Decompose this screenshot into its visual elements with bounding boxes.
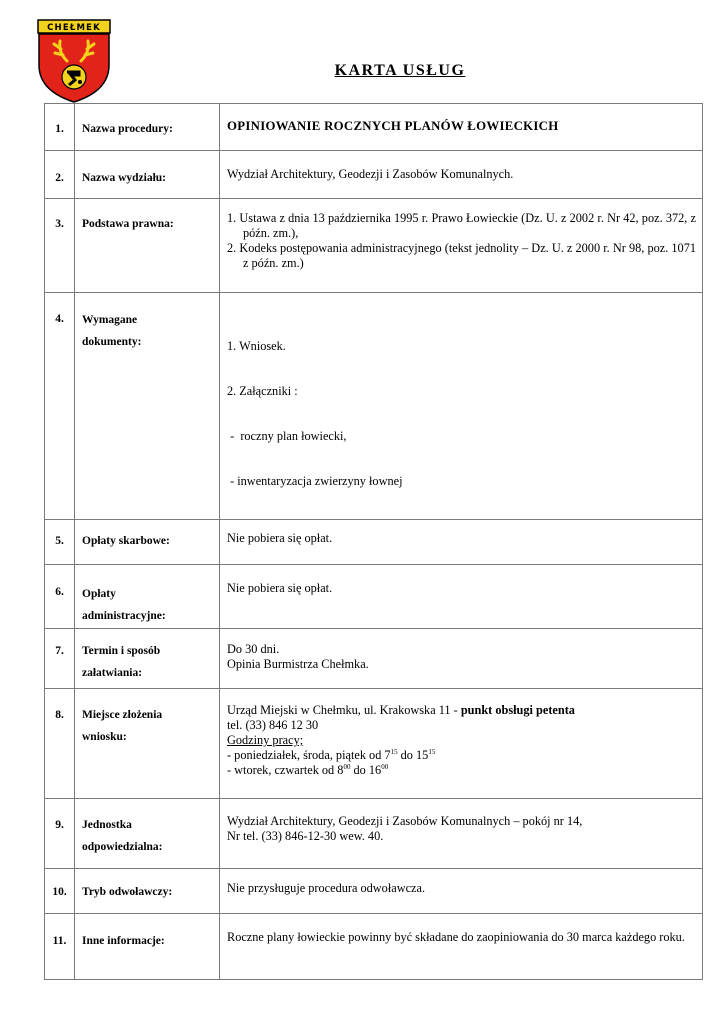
row-number: 8.: [45, 689, 75, 799]
row-number: 1.: [45, 104, 75, 151]
row-value: [220, 689, 703, 799]
legal-basis-item: 1. Ustawa z dnia 13 października 1995 r. Prawo Łowieckie (Dz. U. z 2002 r. Nr 42, poz. 372, z późn. zm.),: [227, 211, 696, 240]
table-row: [45, 199, 703, 293]
row-value: Nie pobiera się opłat.: [220, 520, 703, 565]
table-row: [45, 914, 703, 980]
row-number: 6.: [45, 565, 75, 629]
row-number: 11.: [45, 914, 75, 980]
office-address: Urząd Miejski w Chełmku, ul. Krakowska 11 - punkt obsługi petenta: [227, 703, 575, 717]
table-row: [45, 104, 703, 151]
office-hours-title: Godziny pracy;: [227, 733, 304, 747]
row-label: Tryb odwoławczy:: [75, 869, 220, 914]
row-value: [220, 293, 703, 520]
row-label: Opłaty skarbowe:: [75, 520, 220, 565]
row-value: [220, 199, 703, 293]
row-label: Opłaty administracyjne:: [75, 565, 220, 629]
row-label: Nazwa wydziału:: [75, 151, 220, 199]
row-number: 4.: [45, 293, 75, 520]
row-value: Wydział Architektury, Geodezji i Zasobów Komunalnych.: [220, 151, 703, 199]
row-label: Inne informacje:: [75, 914, 220, 980]
table-row: [45, 565, 703, 629]
svg-text:CHEŁMEK: CHEŁMEK: [47, 23, 101, 33]
deadline-line: Do 30 dni.: [227, 642, 280, 656]
document-line: - roczny plan łowiecki,: [227, 429, 347, 443]
document-line: 1. Wniosek.: [227, 339, 286, 353]
row-label: Wymagane dokumenty:: [75, 293, 220, 520]
row-value: Nie przysługuje procedura odwoławcza.: [220, 869, 703, 914]
office-phone: tel. (33) 846 12 30: [227, 718, 319, 732]
service-card-table: [44, 103, 703, 980]
table-row: [45, 689, 703, 799]
responsible-unit-line: Nr tel. (33) 846-12-30 wew. 40.: [227, 829, 384, 843]
row-number: 9.: [45, 799, 75, 869]
document-line: 2. Załączniki :: [227, 384, 298, 398]
row-number: 3.: [45, 199, 75, 293]
page-title: KARTA USŁUG: [334, 62, 466, 79]
row-number: 10.: [45, 869, 75, 914]
row-number: 7.: [45, 629, 75, 689]
table-row: [45, 629, 703, 689]
row-number: 2.: [45, 151, 75, 199]
row-label: Podstawa prawna:: [75, 199, 220, 293]
responsible-unit-line: Wydział Architektury, Geodezji i Zasobów Komunalnych – pokój nr 14,: [227, 814, 583, 828]
deadline-line: Opinia Burmistrza Chełmka.: [227, 657, 369, 671]
procedure-name: OPINIOWANIE ROCZNYCH PLANÓW ŁOWIECKICH: [220, 104, 703, 151]
row-value: Roczne plany łowieckie powinny być składane do zaopiniowania do 30 marca każdego roku.: [220, 914, 703, 980]
row-number: 5.: [45, 520, 75, 565]
row-value: Nie pobiera się opłat.: [220, 565, 703, 629]
table-row: [45, 520, 703, 565]
legal-basis-item: 2. Kodeks postępowania administracyjnego (tekst jednolity – Dz. U. z 2000 r. Nr 98, poz. 1071 z późn. zm.): [227, 241, 696, 270]
row-value: [220, 799, 703, 869]
row-value: [220, 629, 703, 689]
row-label: Termin i sposób załatwiania:: [75, 629, 220, 689]
office-hours-line: - poniedziałek, środa, piątek od $7^{15}$ do $15^{15}$: [227, 748, 436, 762]
row-label: Nazwa procedury:: [75, 104, 220, 151]
row-label: Miejsce złożenia wniosku:: [75, 689, 220, 799]
table-row: [45, 151, 703, 199]
chelmek-coat-of-arms-logo: [37, 19, 111, 103]
table-row: [45, 799, 703, 869]
office-hours-line: - wtorek, czwartek od $8^{00}$ do $16^{00}$: [227, 763, 389, 777]
document-line: - inwentaryzacja zwierzyny łownej: [227, 474, 403, 488]
table-row: [45, 869, 703, 914]
row-label: Jednostka odpowiedzialna:: [75, 799, 220, 869]
table-row: [45, 293, 703, 520]
